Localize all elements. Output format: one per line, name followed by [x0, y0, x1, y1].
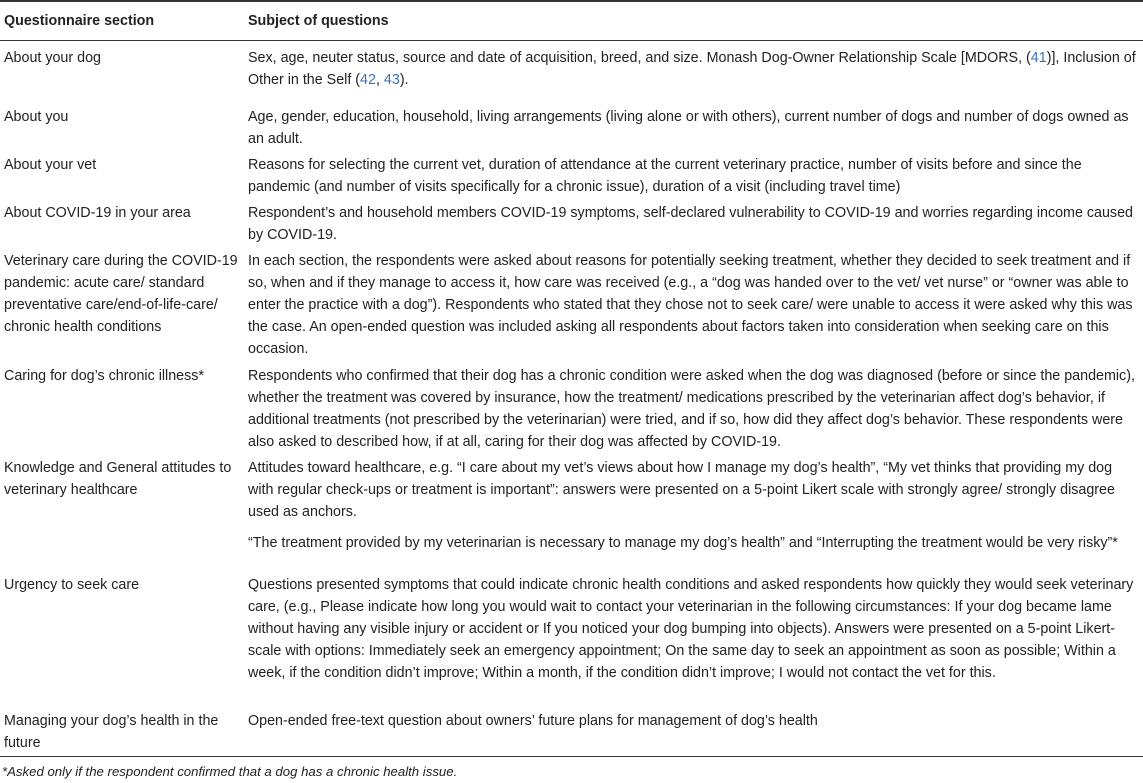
header-subject-of-questions: Subject of questions	[248, 13, 389, 29]
row-subject: Sex, age, neuter status, source and date of acquisition, breed, and size. Monash Dog-Owner Relationship Scale [MDORS, (41)], Inclusion of Other in the Self (42, 43).	[248, 50, 1136, 88]
row-subject: Open-ended free-text question about owners’ future plans for management of dog’s health	[248, 713, 818, 729]
subject-paragraph: “The treatment provided by my veterinarian is necessary to manage my dog’s health” and “Interrupting the treatment would be very risky”*	[248, 535, 1118, 551]
table-row	[0, 41, 1143, 100]
row-section: About COVID-19 in your area	[4, 205, 191, 221]
table-row	[0, 148, 1143, 196]
row-subject: Respondent’s and household members COVID-19 symptoms, self-declared vulnerability to COVID-19 and worries regarding income caused by COVID-19.	[248, 205, 1133, 243]
row-section: About you	[4, 109, 69, 125]
row-subject: Age, gender, education, household, living arrangements (living alone or with others), current number of dogs and number of dogs owned as an adult.	[248, 109, 1129, 147]
table-row	[0, 359, 1143, 451]
reference-link[interactable]: 42	[360, 72, 376, 88]
row-section: About your dog	[4, 50, 101, 66]
table-row	[0, 244, 1143, 359]
row-subject: In each section, the respondents were asked about reasons for potentially seeking treatment, whether they decided to seek treatment and if so, when and if they manage to access it, how care was received (e.g., a “dog was handed over to the vet/ vet nurse” or “owner was able to enter the practice with a dog”). Respondents who stated that they chose not to seek care/ were unable to access it were asked why this was the case. An open-ended question was included asking all respondents about factors taken into consideration when seeking care on this occasion.	[248, 253, 1133, 357]
table-row	[0, 704, 1143, 749]
row-section: About your vet	[4, 157, 97, 173]
table-footnote: *Asked only if the respondent confirmed that a dog has a chronic health issue.	[2, 764, 458, 779]
header-questionnaire-section: Questionnaire section	[4, 13, 155, 29]
row-subject: Respondents who confirmed that their dog has a chronic condition were asked when the dog was diagnosed (before or since the pandemic), whether the treatment was covered by insurance, how the treatment/ medications prescribed by the veterinarian affect dog’s behavior, if additional treatments (not prescribed by the veterinarian) were tried, and if so, how did they affect dog’s behavior. These respondents were also asked to described how, if at all, caring for their dog was affected by COVID-19.	[248, 368, 1135, 450]
row-subject: Questions presented symptoms that could indicate chronic health conditions and asked respondents how quickly they would seek veterinary care, (e.g., Please indicate how long you would wait to contact your veterinarian in the following circumstances: If your dog became lame without having any visible injury or accident or If you noticed your dog bumping into objects). Answers were presented on a 5-point Likert-scale with options: Immediately seek an emergency appointment; On the same day to seek an appointment as soon as possible; Within a week, if the condition didn’t improve; Within a month, if the condition didn’t improve; I would not contact the vet for this.	[248, 577, 1134, 681]
reference-link[interactable]: 41	[1030, 50, 1047, 66]
subject-paragraph: Attitudes toward healthcare, e.g. “I care about my vet’s views about how I manage my dog’s health”, “My vet thinks that providing my dog with regular check-ups or treatment is important”: answers were presented on a 5-point Likert scale with strongly agree/ strongly disagree used as anchors.	[248, 460, 1115, 520]
table-row	[0, 100, 1143, 148]
row-section: Knowledge and General attitudes to veterinary healthcare	[4, 460, 232, 498]
row-section: Caring for dog’s chronic illness*	[4, 368, 204, 384]
table-row	[0, 568, 1143, 704]
row-section: Urgency to seek care	[4, 577, 140, 593]
table-bottom-rule	[0, 756, 1143, 757]
row-subject: Reasons for selecting the current vet, duration of attendance at the current veterinary practice, number of visits before and since the pandemic (and number of visits specifically for a chronic issue), duration of a visit (including travel time)	[248, 157, 1082, 195]
row-section: Veterinary care during the COVID-19 pandemic: acute care/ standard preventative care/end-of-life-care/ chronic health conditions	[4, 253, 238, 335]
reference-link[interactable]: 43	[383, 72, 400, 88]
row-section: Managing your dog’s health in the future	[4, 713, 219, 751]
table-row	[0, 451, 1143, 568]
row-subject	[248, 451, 1143, 568]
table-header	[0, 0, 1143, 41]
table-row	[0, 196, 1143, 244]
